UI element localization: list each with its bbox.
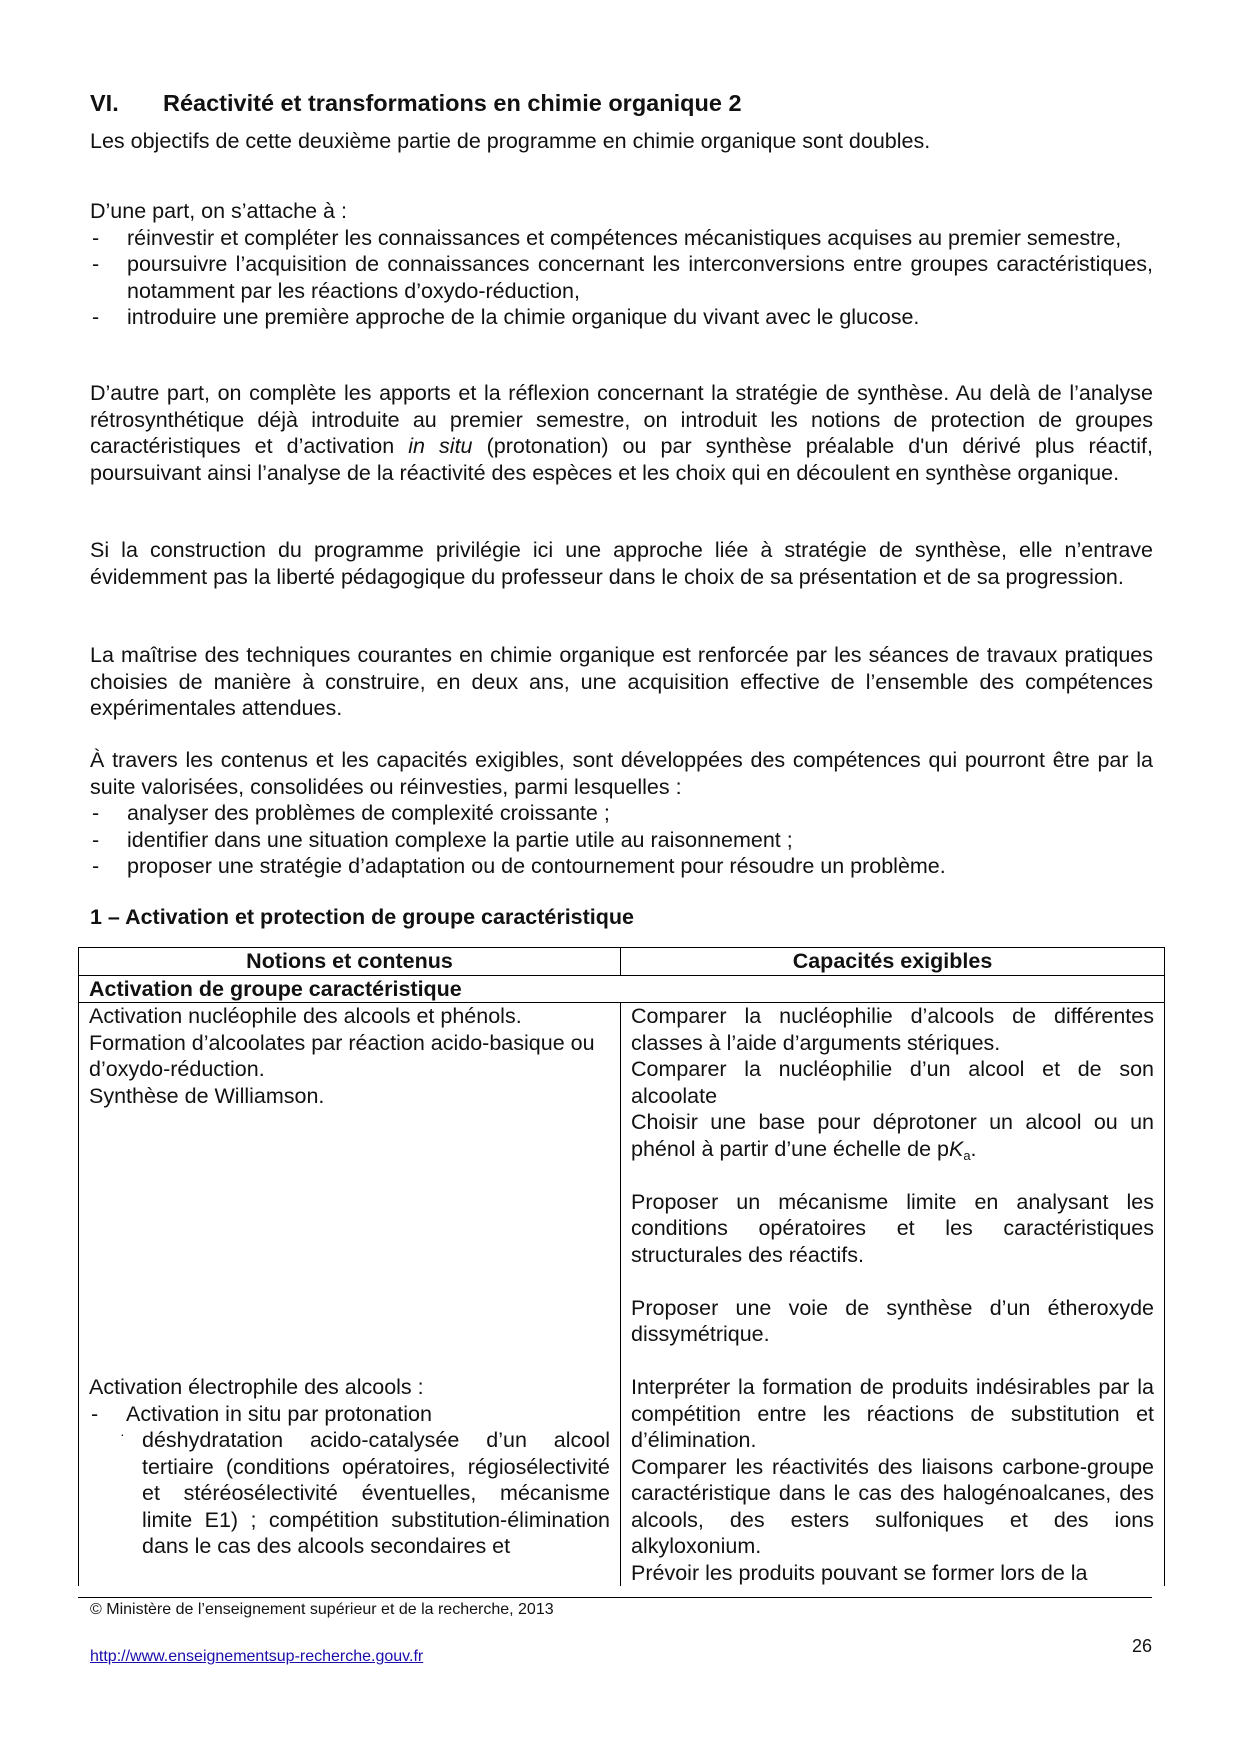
list-item: - proposer une stratégie d’adaptation ou de contournement pour résoudre un problème. (90, 853, 1153, 880)
table-header-row (79, 948, 1165, 976)
cell-text: Comparer la nucléophilie d’un alcool et de son alcoolate (631, 1057, 1154, 1108)
intro-text: Les objectifs de cette deuxième partie de programme en chimie organique sont doubles. (90, 129, 931, 153)
paragraph-5 (90, 747, 1153, 880)
part2-text (90, 380, 1153, 486)
part2-italic: in situ (408, 434, 473, 458)
list-item: - analyser des problèmes de complexité croissante ; (90, 800, 1153, 827)
footer-divider (78, 1597, 1152, 1598)
table-row (79, 1003, 1165, 1587)
cell-text-pka (631, 1109, 1154, 1162)
list-item: - identifier dans une situation complexe la partie utile au raisonnement ; (90, 827, 1153, 854)
list-item-text: Activation in situ par protonation (126, 1401, 432, 1426)
cell-text: Activation nucléophile des alcools et phénols. (89, 1004, 522, 1028)
part2-text-b: (protonation) ou par synthèse préalable d'un dérivé plus réactif, poursuivant ainsi l’analyse de la réactivité des espèces et les choix qui en découlent en synthèse organique. (90, 434, 1153, 485)
objectives-part2 (90, 380, 1153, 486)
list-item: - réinvestir et compléter les connaissances et compétences mécanistiques acquises au premier semestre, (90, 225, 1153, 252)
page-number: 26 (1131, 1636, 1152, 1656)
para5-list (90, 800, 1153, 880)
subsection-title: 1 – Activation et protection de groupe caractéristique (90, 905, 634, 929)
row-left-cell (79, 1003, 621, 1587)
table-subheading: Activation de groupe caractéristique (79, 975, 1165, 1003)
section-number: VI. (90, 90, 119, 116)
cell-text: Activation électrophile des alcools : (89, 1375, 424, 1399)
cell-text: Comparer la nucléophilie d’alcools de différentes classes à l’aide d’arguments stériques. (631, 1004, 1154, 1055)
cell-text: Prévoir les produits pouvant se former lors de la (631, 1560, 1088, 1585)
header-capacites: Capacités exigibles (621, 948, 1165, 976)
footer-copyright: © Ministère de l’enseignement supérieur et de la recherche, 2013 (90, 1601, 554, 1618)
sub-list-item: · déshydratation acido-catalysée d’un alcool tertiaire (conditions opératoires, régiosélectivité et stéréosélectivité éventuelles, mécanisme limite E1) ; compétition substitution-élimination dans le cas des alcools secondaires et (142, 1427, 610, 1560)
pka-text: Choisir une base pour déprotoner un alcool ou un phénol à partir d’une échelle de p (631, 1110, 1154, 1161)
section-title (90, 90, 742, 117)
list-item (89, 1401, 610, 1560)
cell-text: Formation d’alcoolates par réaction acido-basique ou d’oxydo-réduction. (89, 1030, 595, 1081)
cell-text: Interpréter la formation de produits indésirables par la compétition entre les réactions de substitution et d’élimination. (631, 1375, 1154, 1452)
cell-text: Proposer une voie de synthèse d’un étheroxyde dissymétrique. (631, 1295, 1154, 1346)
para4-text: La maîtrise des techniques courantes en chimie organique est renforcée par les séances de travaux pratiques choisies de manière à construire, en deux ans, une acquisition effective de l’ensemble des compétences expérimentales attendues. (90, 643, 1153, 720)
para5-lead: À travers les contenus et les capacités exigibles, sont développées des compétences qui pourront être par la suite valorisées, consolidées ou réinvesties, parmi lesquelles : (90, 748, 1153, 799)
sub-list (142, 1427, 610, 1560)
cell-text: Synthèse de Williamson. (89, 1083, 325, 1108)
program-table (78, 947, 1165, 1586)
header-notions: Notions et contenus (79, 948, 621, 976)
paragraph-4 (90, 642, 1153, 722)
section-title-text: Réactivité et transformations en chimie organique 2 (163, 90, 742, 116)
part1-list (90, 225, 1153, 331)
cell-text: Comparer les réactivités des liaisons carbone-groupe caractéristique dans le cas des halogénoalcanes, des alcools, des esters sulfoniques et des ions alkyloxonium. (631, 1454, 1154, 1558)
list-item: - introduire une première approche de la chimie organique du vivant avec le glucose. (90, 304, 1153, 331)
intro-paragraph (90, 128, 1153, 155)
pka-k: K (948, 1136, 964, 1161)
cell-text: Proposer un mécanisme limite en analysant les conditions opératoires et les caractéristiques structurales des réactifs. (631, 1189, 1154, 1267)
row-right-cell (621, 1003, 1165, 1587)
paragraph-3 (90, 537, 1153, 590)
part2-text-a: D’autre part, on complète les apports et la réflexion concernant la stratégie de synthèse. Au delà de l’analyse rétrosynthétique déjà introduite au premier semestre, on introduit les notions de protection de groupes caractéristiques et d’activation (90, 381, 1153, 458)
pka-sub: a (963, 1147, 971, 1163)
objectives-part1 (90, 198, 1153, 331)
footer-link[interactable]: http://www.enseignementsup-recherche.gouv.fr (90, 1648, 424, 1665)
cell-list (89, 1401, 610, 1560)
pka-end: . (970, 1136, 977, 1161)
para3-text: Si la construction du programme privilégie ici une approche liée à stratégie de synthèse, elle n’entrave évidemment pas la liberté pédagogique du professeur dans le choix de sa présentation et de sa progression. (90, 538, 1153, 589)
table-subheading-row (79, 975, 1165, 1003)
list-item: - poursuivre l’acquisition de connaissances concernant les interconversions entre groupes caractéristiques, notamment par les réactions d’oxydo-réduction, (90, 251, 1153, 304)
part1-lead: D’une part, on s’attache à : (90, 199, 347, 223)
